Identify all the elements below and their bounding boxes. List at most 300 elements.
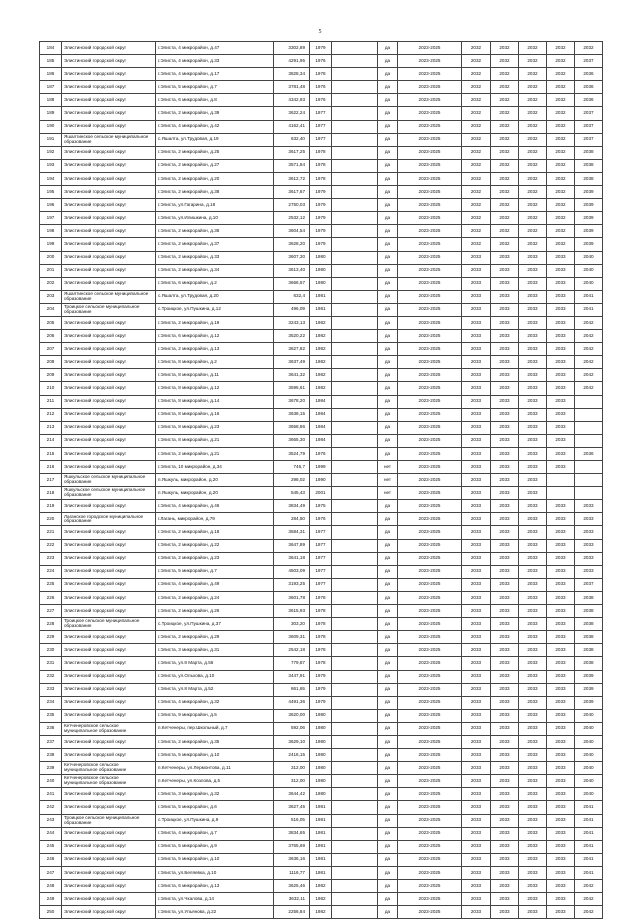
address: г.Элиста, 4 микрорайон, д.46: [156, 500, 274, 513]
row-number: 221: [40, 526, 62, 539]
year-col-5: 2039: [575, 199, 603, 212]
blank-cell: [332, 330, 378, 343]
period-value: 2023-2025: [398, 447, 462, 460]
period-value: 2023-2025: [398, 461, 462, 474]
year-col-5: 2041: [575, 840, 603, 853]
row-number: 244: [40, 827, 62, 840]
year-col-1: 2033: [462, 330, 491, 343]
year-col-5: 2040: [575, 251, 603, 264]
period-value: 2023-2025: [398, 369, 462, 382]
year-col-5: 2033: [575, 526, 603, 539]
flag-value: да: [378, 906, 398, 919]
period-value: 2023-2025: [398, 225, 462, 238]
year-col-2: 2032: [491, 55, 519, 68]
area-value: 3625,46: [274, 880, 310, 893]
address: г.Элиста, 8 микрорайон, д.16: [156, 408, 274, 421]
year-col-3: 2033: [519, 303, 547, 316]
year-col-4: 2033: [547, 893, 575, 906]
year-col-3: 2033: [519, 421, 547, 434]
flag-value: да: [378, 264, 398, 277]
period-value: 2023-2025: [398, 722, 462, 735]
area-value: 3632,11: [274, 893, 310, 906]
year-built: 1980: [310, 775, 332, 788]
year-col-1: 2033: [462, 421, 491, 434]
year-col-3: 2033: [519, 434, 547, 447]
area-value: 312,00: [274, 775, 310, 788]
flag-value: да: [378, 133, 398, 146]
period-value: 2023-2025: [398, 657, 462, 670]
area-value: 3629,10: [274, 735, 310, 748]
address: п.Кетченеры, ул.Лермонтова, д.11: [156, 762, 274, 775]
area-value: 3647,89: [274, 539, 310, 552]
area-value: 3613,40: [274, 264, 310, 277]
year-col-5: 2039: [575, 696, 603, 709]
address: г.Элиста, 2 микрорайон, д.24: [156, 591, 274, 604]
blank-cell: [332, 696, 378, 709]
year-built: 1980: [310, 735, 332, 748]
year-col-4: 2033: [547, 866, 575, 879]
blank-cell: [332, 487, 378, 500]
year-col-3: 2032: [519, 225, 547, 238]
municipality-name: Элистинский городской округ: [62, 277, 156, 290]
row-number: 243: [40, 814, 62, 827]
table-row: [40, 421, 603, 434]
blank-cell: [332, 159, 378, 172]
year-built: 1981: [310, 866, 332, 879]
year-col-3: 2033: [519, 500, 547, 513]
row-number: 215: [40, 447, 62, 460]
year-col-5: 2033: [575, 539, 603, 552]
address: г.Элиста, 8 микрорайон, д.11: [156, 369, 274, 382]
area-value: 3609,31: [274, 631, 310, 644]
year-col-1: 2033: [462, 866, 491, 879]
blank-cell: [332, 42, 378, 55]
area-value: 3627,82: [274, 343, 310, 356]
table-row: [40, 644, 603, 657]
municipality-name: Элистинский городской округ: [62, 749, 156, 762]
address: г.Элиста, ул.Беляевка, д.10: [156, 866, 274, 879]
year-col-3: 2033: [519, 526, 547, 539]
municipality-name: Кетченеровское сельское муниципальное образование: [62, 762, 156, 775]
year-col-5: 2039: [575, 670, 603, 683]
year-col-2: 2032: [491, 120, 519, 133]
year-col-1: 2033: [462, 395, 491, 408]
year-col-2: 2033: [491, 500, 519, 513]
area-value: 3193,25: [274, 578, 310, 591]
year-col-3: 2032: [519, 186, 547, 199]
address: г.Элиста, 6 микрорайон, д.8: [156, 94, 274, 107]
year-built: 1980: [310, 762, 332, 775]
period-value: 2023-2025: [398, 552, 462, 565]
year-col-5: 2032: [575, 42, 603, 55]
year-col-1: 2033: [462, 605, 491, 618]
municipality-name: Элистинский городской округ: [62, 827, 156, 840]
row-number: 193: [40, 159, 62, 172]
year-col-1: 2033: [462, 722, 491, 735]
year-col-2: 2032: [491, 133, 519, 146]
municipality-name: Элистинский городской округ: [62, 539, 156, 552]
municipality-name: Яшкульское сельское муниципальное образование: [62, 487, 156, 500]
blank-cell: [332, 814, 378, 827]
period-value: 2023-2025: [398, 277, 462, 290]
year-col-2: 2033: [491, 670, 519, 683]
period-value: 2023-2025: [398, 382, 462, 395]
year-col-3: 2033: [519, 735, 547, 748]
period-value: 2023-2025: [398, 565, 462, 578]
period-value: 2023-2025: [398, 683, 462, 696]
table-row: [40, 696, 603, 709]
year-col-2: 2033: [491, 906, 519, 919]
year-col-4: 2033: [547, 762, 575, 775]
table-row: [40, 107, 603, 120]
year-col-4: 2033: [547, 330, 575, 343]
flag-value: да: [378, 801, 398, 814]
year-col-1: 2033: [462, 461, 491, 474]
area-value: 3571,84: [274, 159, 310, 172]
flag-value: да: [378, 775, 398, 788]
municipality-name: Кетченеровское сельское муниципальное образование: [62, 775, 156, 788]
area-value: 861,65: [274, 683, 310, 696]
year-col-3: 2033: [519, 290, 547, 303]
year-col-5: 2037: [575, 107, 603, 120]
municipality-name: Элистинский городской округ: [62, 670, 156, 683]
year-col-3: 2033: [519, 461, 547, 474]
blank-cell: [332, 578, 378, 591]
year-col-5: 2040: [575, 762, 603, 775]
period-value: 2023-2025: [398, 159, 462, 172]
municipality-name: Элистинский городской округ: [62, 696, 156, 709]
year-col-2: 2033: [491, 565, 519, 578]
municipality-name: Элистинский городской округ: [62, 461, 156, 474]
address: г.Элиста, 4 микрорайон, д.32: [156, 696, 274, 709]
year-col-3: 2033: [519, 591, 547, 604]
year-col-2: 2033: [491, 356, 519, 369]
year-col-2: 2033: [491, 421, 519, 434]
year-col-2: 2033: [491, 735, 519, 748]
year-col-3: 2033: [519, 775, 547, 788]
address: г.Элиста, 4 микрорайон, д.17: [156, 68, 274, 81]
table-row: [40, 408, 603, 421]
year-col-5: 2038: [575, 605, 603, 618]
table-row: [40, 133, 603, 146]
year-col-4: 2033: [547, 395, 575, 408]
year-col-1: 2032: [462, 120, 491, 133]
table-row: [40, 251, 603, 264]
year-built: 1980: [310, 709, 332, 722]
year-col-1: 2033: [462, 277, 491, 290]
year-col-5: 2040: [575, 277, 603, 290]
year-col-3: 2032: [519, 55, 547, 68]
year-col-5: 2041: [575, 290, 603, 303]
year-col-3: 2033: [519, 447, 547, 460]
area-value: 3644,42: [274, 788, 310, 801]
year-col-1: 2033: [462, 382, 491, 395]
year-col-5: 2037: [575, 120, 603, 133]
year-col-1: 2033: [462, 670, 491, 683]
municipality-name: Элистинский городской округ: [62, 631, 156, 644]
flag-value: да: [378, 212, 398, 225]
year-col-3: 2033: [519, 343, 547, 356]
blank-cell: [332, 408, 378, 421]
year-col-4: [547, 487, 575, 500]
row-number: 202: [40, 277, 62, 290]
year-col-3: 2032: [519, 133, 547, 146]
year-col-4: 2033: [547, 513, 575, 526]
blank-cell: [332, 421, 378, 434]
year-col-1: 2033: [462, 474, 491, 487]
year-col-2: 2033: [491, 447, 519, 460]
address: г.Элиста, 6 микрорайон, д.12: [156, 330, 274, 343]
period-value: 2023-2025: [398, 591, 462, 604]
period-value: 2023-2025: [398, 539, 462, 552]
year-col-4: 2033: [547, 788, 575, 801]
table-row: [40, 120, 603, 133]
year-built: 1976: [310, 513, 332, 526]
year-col-3: 2033: [519, 605, 547, 618]
period-value: 2023-2025: [398, 55, 462, 68]
year-col-2: 2032: [491, 94, 519, 107]
year-col-1: 2032: [462, 159, 491, 172]
year-col-3: 2033: [519, 369, 547, 382]
year-col-5: 2041: [575, 827, 603, 840]
year-built: 1976: [310, 55, 332, 68]
year-col-5: 2037: [575, 133, 603, 146]
year-col-5: 2040: [575, 775, 603, 788]
row-number: 206: [40, 330, 62, 343]
address: г.Элиста, 5 микрорайон, д.7: [156, 81, 274, 94]
year-col-4: 2032: [547, 55, 575, 68]
flag-value: да: [378, 107, 398, 120]
municipality-name: Элистинский городской округ: [62, 866, 156, 879]
year-col-4: 2032: [547, 238, 575, 251]
year-col-4: 2033: [547, 316, 575, 329]
year-built: 1978: [310, 644, 332, 657]
blank-cell: [332, 657, 378, 670]
municipality-name: Элистинский городской округ: [62, 893, 156, 906]
row-number: 250: [40, 906, 62, 919]
flag-value: да: [378, 644, 398, 657]
municipality-name: Элистинский городской округ: [62, 500, 156, 513]
table-row: [40, 487, 603, 500]
year-col-4: 2033: [547, 722, 575, 735]
row-number: 211: [40, 395, 62, 408]
year-col-3: 2033: [519, 578, 547, 591]
row-number: 218: [40, 487, 62, 500]
year-col-2: 2033: [491, 775, 519, 788]
period-value: 2023-2025: [398, 356, 462, 369]
row-number: 192: [40, 146, 62, 159]
year-col-4: 2032: [547, 133, 575, 146]
flag-value: да: [378, 303, 398, 316]
year-col-3: 2033: [519, 539, 547, 552]
year-col-4: 2033: [547, 356, 575, 369]
year-col-1: 2032: [462, 133, 491, 146]
blank-cell: [332, 369, 378, 382]
blank-cell: [332, 133, 378, 146]
address: г.Элиста, 2 микрорайон, д.27: [156, 159, 274, 172]
table-row: [40, 709, 603, 722]
municipality-name: Кетченеровское сельское муниципальное образование: [62, 722, 156, 735]
year-col-4: 2033: [547, 369, 575, 382]
year-built: 1977: [310, 539, 332, 552]
blank-cell: [332, 303, 378, 316]
year-col-3: 2033: [519, 814, 547, 827]
year-col-5: 2041: [575, 801, 603, 814]
year-col-2: 2033: [491, 330, 519, 343]
period-value: 2023-2025: [398, 749, 462, 762]
area-value: 3834,49: [274, 500, 310, 513]
year-col-4: 2033: [547, 906, 575, 919]
year-col-5: 2042: [575, 356, 603, 369]
table-row: [40, 775, 603, 788]
municipality-name: Элистинский городской округ: [62, 421, 156, 434]
period-value: 2023-2025: [398, 264, 462, 277]
address: г.Элиста, 4 микрорайон, д.49: [156, 578, 274, 591]
year-col-5: 2040: [575, 709, 603, 722]
year-col-1: 2033: [462, 316, 491, 329]
area-value: 3765,69: [274, 840, 310, 853]
address: г.Элиста, 10 микрорайон, д.34: [156, 461, 274, 474]
table-row: [40, 526, 603, 539]
blank-cell: [332, 539, 378, 552]
year-col-1: 2033: [462, 644, 491, 657]
table-row: [40, 146, 603, 159]
year-col-5: 2042: [575, 330, 603, 343]
year-col-2: 2032: [491, 159, 519, 172]
municipality-name: Элистинский городской округ: [62, 683, 156, 696]
year-col-5: 2040: [575, 264, 603, 277]
area-value: 3584,31: [274, 526, 310, 539]
address: с.Яшалта, ул.Трудовая, д.20: [156, 290, 274, 303]
year-col-3: 2033: [519, 408, 547, 421]
year-built: 1980: [310, 749, 332, 762]
year-col-2: 2033: [491, 461, 519, 474]
year-col-1: 2033: [462, 631, 491, 644]
address: г.Элиста, 8 микрорайон, д.2: [156, 356, 274, 369]
year-col-2: 2032: [491, 212, 519, 225]
blank-cell: [332, 395, 378, 408]
year-col-5: 2038: [575, 159, 603, 172]
year-col-4: 2033: [547, 735, 575, 748]
blank-cell: [332, 225, 378, 238]
municipality-name: Яшкульское сельское муниципальное образование: [62, 474, 156, 487]
municipality-name: Элистинский городской округ: [62, 81, 156, 94]
year-col-4: 2033: [547, 840, 575, 853]
row-number: 203: [40, 290, 62, 303]
year-col-5: 2041: [575, 303, 603, 316]
year-built: 1982: [310, 369, 332, 382]
year-col-4: 2033: [547, 343, 575, 356]
blank-cell: [332, 762, 378, 775]
address: г.Элиста, 2 микрорайон, д.39: [156, 107, 274, 120]
year-built: 1978: [310, 68, 332, 81]
year-col-5: 2039: [575, 225, 603, 238]
municipality-name: Элистинский городской округ: [62, 369, 156, 382]
year-col-3: 2033: [519, 880, 547, 893]
row-number: 201: [40, 264, 62, 277]
year-col-2: 2033: [491, 814, 519, 827]
area-value: 3615,93: [274, 605, 310, 618]
year-col-5: 2039: [575, 212, 603, 225]
flag-value: нет: [378, 487, 398, 500]
year-col-2: 2033: [491, 408, 519, 421]
year-built: 1982: [310, 343, 332, 356]
year-col-3: 2033: [519, 565, 547, 578]
blank-cell: [332, 618, 378, 631]
year-col-2: 2033: [491, 251, 519, 264]
address: с.Троицкое, ул.Пушкина, д.9: [156, 814, 274, 827]
year-col-2: 2033: [491, 683, 519, 696]
area-value: 3627,45: [274, 801, 310, 814]
year-col-3: 2032: [519, 120, 547, 133]
municipality-name: Элистинский городской округ: [62, 605, 156, 618]
year-col-5: [575, 487, 603, 500]
year-col-5: [575, 421, 603, 434]
period-value: 2023-2025: [398, 395, 462, 408]
blank-cell: [332, 434, 378, 447]
year-col-2: 2033: [491, 840, 519, 853]
area-value: 3601,78: [274, 591, 310, 604]
year-col-2: 2033: [491, 801, 519, 814]
flag-value: да: [378, 421, 398, 434]
row-number: 195: [40, 186, 62, 199]
area-value: 3520,22: [274, 330, 310, 343]
blank-cell: [332, 238, 378, 251]
flag-value: да: [378, 539, 398, 552]
flag-value: да: [378, 68, 398, 81]
year-col-4: 2032: [547, 68, 575, 81]
period-value: 2023-2025: [398, 801, 462, 814]
area-value: 3620,00: [274, 709, 310, 722]
table-row: [40, 906, 603, 919]
area-value: 3638,15: [274, 408, 310, 421]
row-number: 191: [40, 133, 62, 146]
year-col-3: 2033: [519, 382, 547, 395]
year-col-1: 2033: [462, 788, 491, 801]
year-col-3: 2033: [519, 670, 547, 683]
row-number: 214: [40, 434, 62, 447]
period-value: 2023-2025: [398, 343, 462, 356]
year-col-2: 2033: [491, 591, 519, 604]
municipality-name: Элистинский городской округ: [62, 94, 156, 107]
address: п.Кетченеры, ул.Козлова, д.5: [156, 775, 274, 788]
page-number: 5: [318, 29, 322, 35]
flag-value: да: [378, 277, 398, 290]
year-built: 1984: [310, 408, 332, 421]
table-row: [40, 735, 603, 748]
row-number: 207: [40, 343, 62, 356]
year-col-4: 2032: [547, 212, 575, 225]
year-col-2: 2033: [491, 513, 519, 526]
blank-cell: [332, 107, 378, 120]
year-col-3: 2033: [519, 762, 547, 775]
flag-value: да: [378, 356, 398, 369]
year-col-4: 2032: [547, 120, 575, 133]
table-row: [40, 618, 603, 631]
year-col-2: 2033: [491, 578, 519, 591]
year-built: 1980: [310, 251, 332, 264]
period-value: 2023-2025: [398, 578, 462, 591]
address: г.Элиста, ул.8 Марта, д.52: [156, 683, 274, 696]
year-built: 1979: [310, 696, 332, 709]
area-value: 3628,20: [274, 238, 310, 251]
row-number: 228: [40, 618, 62, 631]
year-col-2: 2033: [491, 696, 519, 709]
year-col-2: 2033: [491, 618, 519, 631]
area-value: 298,02: [274, 474, 310, 487]
year-col-2: 2032: [491, 186, 519, 199]
row-number: 248: [40, 880, 62, 893]
